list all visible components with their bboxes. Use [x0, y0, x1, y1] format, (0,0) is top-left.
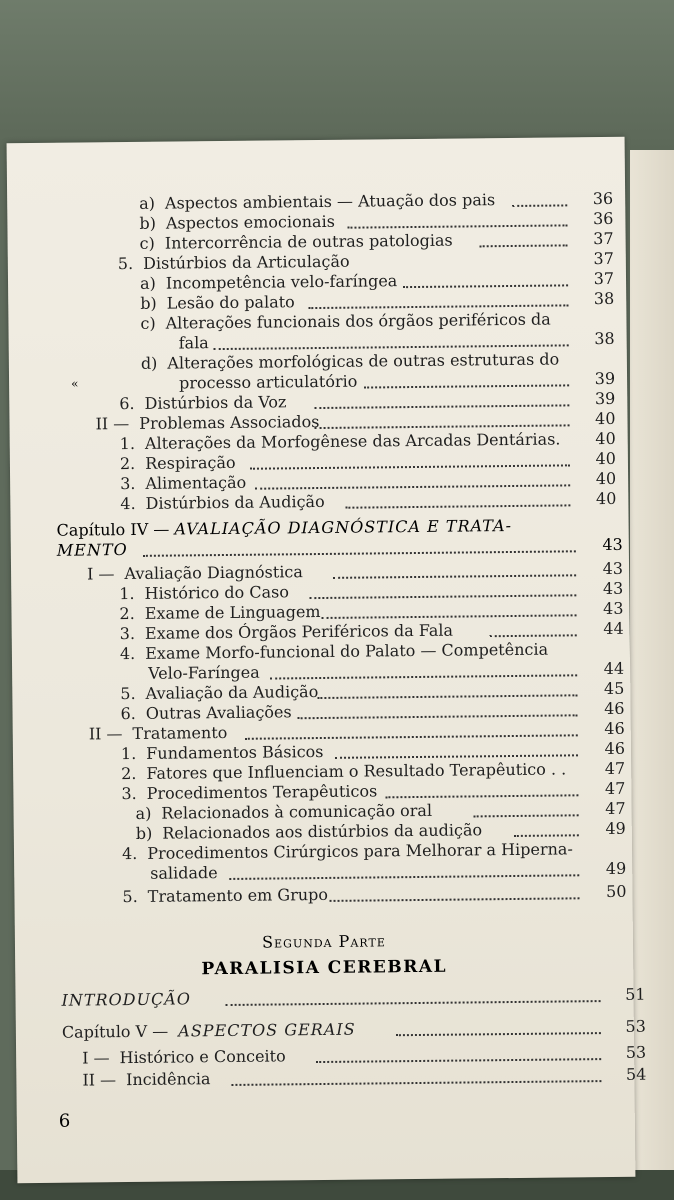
toc-entry-label: Aspectos emocionais [165, 211, 335, 233]
toc-entry-page: 53 [625, 1016, 646, 1036]
toc-entry-label: Alterações funcionais dos órgãos periféricos da [165, 309, 551, 333]
toc-entry-label: Avaliação Diagnóstica [124, 562, 303, 584]
toc-entry-label: processo articulatório [178, 371, 358, 393]
toc-entry [95, 412, 319, 434]
toc-entry-page: 38 [594, 328, 615, 349]
toc-entry [89, 723, 228, 744]
toc-entry-page: 45 [603, 678, 625, 699]
toc-entry-label: Distúrbios da Voz [144, 392, 287, 413]
toc-entry-number: c) [140, 313, 156, 333]
toc-entry [140, 292, 295, 314]
toc-entry-label: Intercorrência de outras patologias [164, 230, 453, 253]
toc-entry-label: Exame de Linguagem [144, 602, 321, 623]
toc-entry-page: 50 [605, 881, 627, 902]
toc-entry-label: salidade [150, 863, 218, 883]
chapter-4-prefix: Capítulo IV — [56, 519, 170, 540]
toc-entry [120, 453, 236, 474]
dot-leader [225, 982, 600, 1006]
dot-leader [345, 486, 570, 508]
toc-entry-number: 3. [121, 783, 137, 804]
toc-entry-label: Relacionados à comunicação oral [161, 800, 433, 823]
toc-entry [119, 582, 289, 604]
toc-entry-page: 43 [602, 578, 624, 599]
toc-entry-page: 49 [605, 818, 626, 839]
toc-entry-number: 5. [120, 683, 136, 704]
dot-leader [385, 776, 578, 798]
toc-entry-page: 44 [603, 658, 625, 679]
toc-entry-number: 5. [117, 253, 134, 274]
toc-entry-page: 38 [593, 288, 615, 309]
toc-entry-number: 3. [119, 623, 136, 644]
toc-entry-label: Tratamento em Grupo [147, 884, 329, 906]
toc-entry [121, 742, 324, 764]
part-label: Segunda Parte [262, 931, 386, 952]
toc-entry-number: 2. [119, 453, 136, 474]
toc-entry-label: Exame dos Órgãos Periféricos da Fala [144, 620, 454, 643]
toc-entry [119, 392, 286, 414]
toc-entry-number: a) [139, 193, 156, 213]
dot-leader [317, 676, 577, 699]
toc-entry [148, 663, 260, 684]
book-page [7, 137, 647, 1183]
toc-entry [139, 212, 335, 234]
toc-entry-label: Velo-Faríngea [148, 662, 260, 683]
toc-entry-label: Exame Morfo-funcional do Palato — Competência [145, 639, 549, 663]
toc-entry-label: Distúrbios da Articulação [143, 251, 350, 273]
chapter-4-page: 43 [602, 534, 623, 555]
toc-entry-number: 6. [119, 393, 135, 414]
toc-entry-number: d) [140, 353, 158, 373]
toc-entry-number: b) [139, 213, 157, 233]
toc-entry-page: 40 [595, 488, 617, 509]
toc-entry-page: 47 [604, 758, 626, 779]
toc-entry [140, 231, 453, 254]
toc-entry-page: 47 [605, 798, 626, 819]
toc-entry-label: Aspectos ambientais — Atuação dos pais [164, 190, 496, 213]
toc-entry-page: 36 [592, 188, 614, 209]
dot-leader [514, 816, 579, 837]
toc-entry-label: Tratamento [132, 722, 228, 743]
toc-entry-page: 46 [604, 738, 626, 759]
toc-entry-page: 39 [594, 388, 616, 409]
ink-mark: « [71, 376, 79, 391]
toc-entry-label: Alterações morfológicas de outras estruturas do [167, 349, 560, 373]
dot-leader [364, 366, 569, 388]
toc-entry-number: 6. [120, 703, 136, 724]
toc-entry-number: 4. [119, 643, 136, 664]
toc-entry-page: 51 [625, 984, 646, 1004]
toc-entry-number: I — [82, 1048, 110, 1068]
toc-entry-page: 47 [604, 778, 626, 799]
toc-entry-label: Fundamentos Básicos [146, 741, 324, 763]
dot-leader [308, 286, 568, 309]
dot-leader [479, 226, 567, 247]
toc-entry-number: 5. [122, 886, 138, 907]
dot-leader [309, 576, 576, 599]
toc-entry-number: 1. [120, 743, 137, 764]
page-number: 6 [58, 1110, 71, 1132]
background-top [0, 0, 674, 150]
toc-entry-number: 2. [119, 603, 135, 624]
dot-leader [329, 879, 579, 902]
toc-entry [62, 1020, 356, 1043]
dot-leader [333, 556, 576, 579]
toc-entry-label: Problemas Associados [139, 412, 320, 433]
dot-leader [316, 1040, 601, 1063]
toc-entry-page: 43 [603, 598, 624, 619]
toc-entry-number: 4. [121, 843, 138, 864]
toc-entry-page: 40 [595, 448, 617, 469]
toc-entry-number: a) [139, 273, 156, 293]
toc-entry-label: Histórico e Conceito [119, 1046, 286, 1068]
toc-entry [120, 492, 325, 514]
toc-entry-label: Relacionados aos distúrbios da audição [162, 820, 483, 843]
dot-leader [473, 796, 578, 817]
toc-entry-label: Lesão do palato [166, 292, 295, 313]
toc-entry-label: Incompetência velo-faríngea [165, 271, 398, 293]
toc-entry-number: 4. [120, 493, 136, 514]
toc-entry-number: 3. [120, 473, 136, 494]
toc-entry-label: ASPECTOS GERAIS [178, 1019, 356, 1041]
toc-entry-number: II — [82, 1070, 117, 1090]
toc-entry-number: II — [88, 724, 123, 744]
toc-entry-label: INTRODUÇÃO [61, 989, 192, 1010]
toc-entry-label: Alimentação [145, 472, 247, 493]
toc-entry [118, 252, 350, 274]
toc-entry-page: 37 [593, 248, 614, 269]
dot-leader [229, 856, 579, 880]
toc-entry-number: b) [140, 293, 157, 313]
toc-entry [150, 863, 218, 884]
toc-entry-page: 53 [625, 1042, 647, 1062]
toc-entry-number: a) [135, 803, 152, 823]
toc-entry-number: 1. [119, 583, 135, 604]
toc-entry-number: 2. [121, 763, 137, 784]
toc-entry-label: Avaliação da Audição [145, 682, 319, 703]
toc-entry-page: 37 [593, 268, 615, 289]
toc-entry-label: Fatores que Influenciam o Resultado Terapêutico . . [146, 759, 567, 783]
toc-entry [121, 781, 377, 804]
toc-entry-page: 49 [605, 858, 627, 879]
toc-entry [179, 333, 209, 353]
toc-entry-number: II — [95, 413, 130, 434]
toc-entry-page: 39 [594, 368, 616, 389]
toc-entry-label: Histórico do Caso [144, 582, 290, 603]
toc-entry-label: Respiração [145, 452, 236, 473]
dot-leader [403, 266, 568, 288]
toc-entry-number: I — [86, 564, 115, 584]
chapter-4-title-cont: MENTO [56, 540, 128, 560]
toc-entry-page: 36 [592, 208, 614, 229]
dot-leader [396, 1014, 601, 1036]
toc-entry [119, 602, 320, 624]
dot-leader [314, 406, 569, 429]
chapter-4-title: AVALIAÇÃO DIAGNÓSTICA E TRATA- [174, 515, 513, 539]
dot-leader [347, 206, 567, 228]
dot-leader [490, 616, 577, 637]
toc-entry-page: 40 [595, 428, 616, 449]
dot-leader [314, 386, 569, 409]
dot-leader [321, 596, 576, 619]
dot-leader [512, 186, 567, 207]
toc-entry-label: Incidência [126, 1069, 211, 1090]
toc-entry [122, 885, 328, 907]
toc-entry-number: c) [139, 233, 155, 253]
part-title: PARALISIA CEREBRAL [201, 956, 448, 980]
toc-entry-number: Capítulo V — [61, 1021, 169, 1042]
toc-entry-number: 1. [119, 433, 136, 454]
toc-entry-page: 44 [603, 618, 624, 639]
toc-entry-label: Distúrbios da Audição [145, 491, 325, 513]
toc-entry-page: 54 [625, 1064, 647, 1084]
table-of-contents [7, 137, 647, 1183]
toc-entry-label: Outras Avaliações [145, 702, 292, 723]
toc-entry-label: Alterações da Morfogênese das Arcadas Dentárias. [144, 429, 561, 453]
toc-entry-label: fala [178, 333, 209, 353]
toc-entry-page: 37 [593, 228, 614, 249]
toc-entry [82, 1069, 210, 1090]
toc-entry [120, 473, 246, 494]
toc-entry [61, 989, 191, 1010]
toc-entry-number: b) [135, 823, 153, 843]
toc-entry-page: 43 [602, 558, 624, 579]
dot-leader [335, 736, 578, 759]
dot-leader [231, 1062, 601, 1086]
toc-entry-label: Procedimentos Cirúrgicos para Melhorar a Hiperna- [147, 839, 573, 863]
dot-leader [214, 326, 569, 350]
toc-entry-label: Procedimentos Terapêuticos [146, 781, 378, 803]
toc-entry-page: 40 [595, 468, 617, 489]
toc-entry-page: 40 [595, 408, 616, 429]
toc-entry [120, 682, 318, 704]
toc-entry-page: 46 [604, 698, 625, 719]
toc-entry-page: 46 [604, 718, 625, 739]
toc-entry [87, 562, 303, 584]
